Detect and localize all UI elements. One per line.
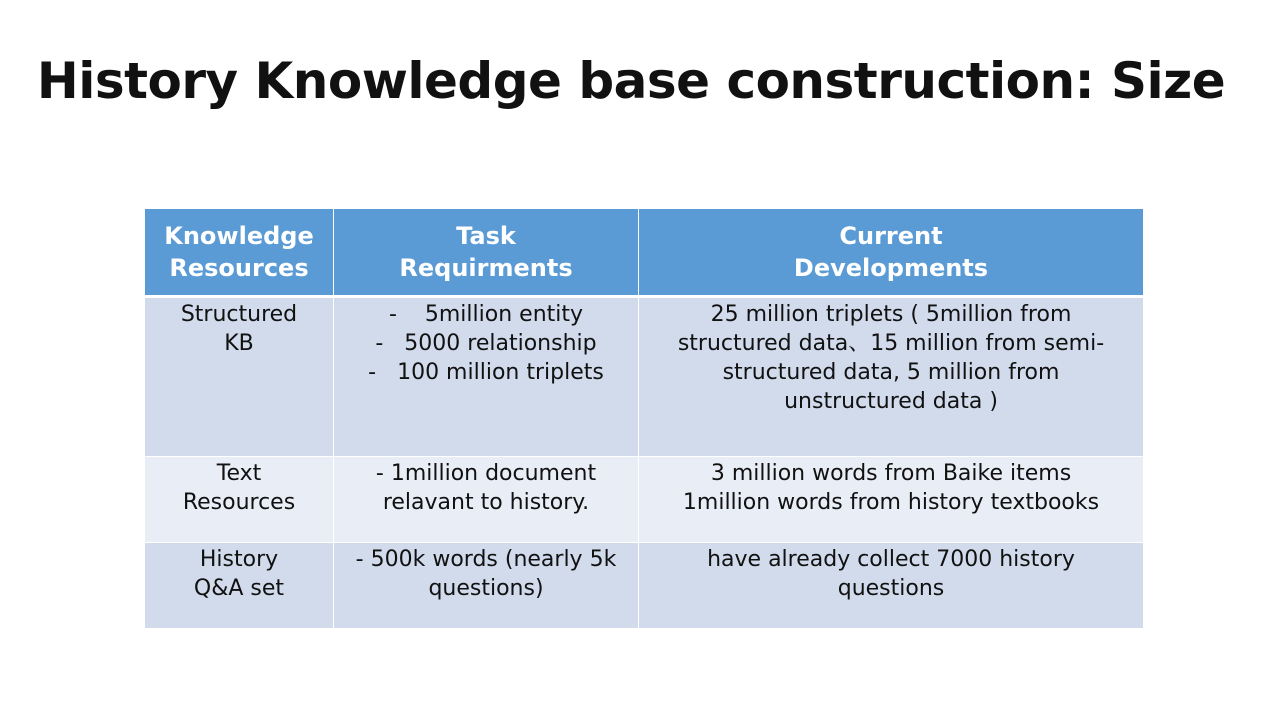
- cell-text-line: unstructured data ): [784, 389, 998, 414]
- cell-text-line: - 100 million triplets: [368, 360, 604, 385]
- cell-resource: [145, 457, 334, 543]
- cell-requirements: [334, 457, 639, 543]
- cell-developments: [639, 543, 1144, 629]
- cell-text-line: - 5million entity: [388, 302, 584, 327]
- cell-text-line: KB: [224, 331, 254, 356]
- cell-text-line: 3 million words from Baike items: [710, 461, 1072, 486]
- header-knowledge-resources: [145, 209, 334, 297]
- cell-resource: [145, 297, 334, 457]
- header-text-line: Resources: [169, 254, 309, 282]
- cell-developments: [639, 297, 1144, 457]
- cell-text-line: Resources: [182, 490, 296, 515]
- cell-resource: [145, 543, 334, 629]
- cell-text-line: 1million words from history textbooks: [682, 490, 1100, 515]
- table-row: [145, 457, 1144, 543]
- cell-text-line: - 5000 relationship: [375, 331, 597, 356]
- cell-text-line: Q&A set: [193, 576, 285, 601]
- cell-text-line: structured data、15 million from semi-: [677, 331, 1105, 356]
- cell-text-line: have already collect 7000 history: [707, 547, 1075, 572]
- table-row: [145, 543, 1144, 629]
- slide-title: History Knowledge base construction: Size: [36, 52, 1226, 110]
- cell-developments: [639, 457, 1144, 543]
- cell-requirements: [334, 543, 639, 629]
- cell-text-line: Structured: [180, 302, 298, 327]
- cell-text-line: structured data, 5 million from: [722, 360, 1060, 385]
- header-current-developments: [639, 209, 1144, 297]
- table-header-row: [145, 209, 1144, 297]
- cell-text-line: History: [199, 547, 279, 572]
- knowledge-base-size-table: [144, 208, 1144, 629]
- header-text-line: Knowledge: [164, 222, 314, 250]
- cell-text-line: relavant to history.: [382, 490, 590, 515]
- cell-text-line: - 500k words (nearly 5k: [355, 547, 617, 572]
- cell-requirements: [334, 297, 639, 457]
- cell-text-line: questions): [428, 576, 544, 601]
- cell-text-line: Text: [216, 461, 262, 486]
- table-row: [145, 297, 1144, 457]
- header-task-requirements: [334, 209, 639, 297]
- header-text-line: Task: [456, 222, 516, 250]
- header-text-line: Requirments: [399, 254, 573, 282]
- cell-text-line: 25 million triplets ( 5million from: [710, 302, 1072, 327]
- cell-text-line: questions: [837, 576, 945, 601]
- header-text-line: Current: [839, 222, 943, 250]
- cell-text-line: - 1million document: [375, 461, 597, 486]
- header-text-line: Developments: [793, 254, 989, 282]
